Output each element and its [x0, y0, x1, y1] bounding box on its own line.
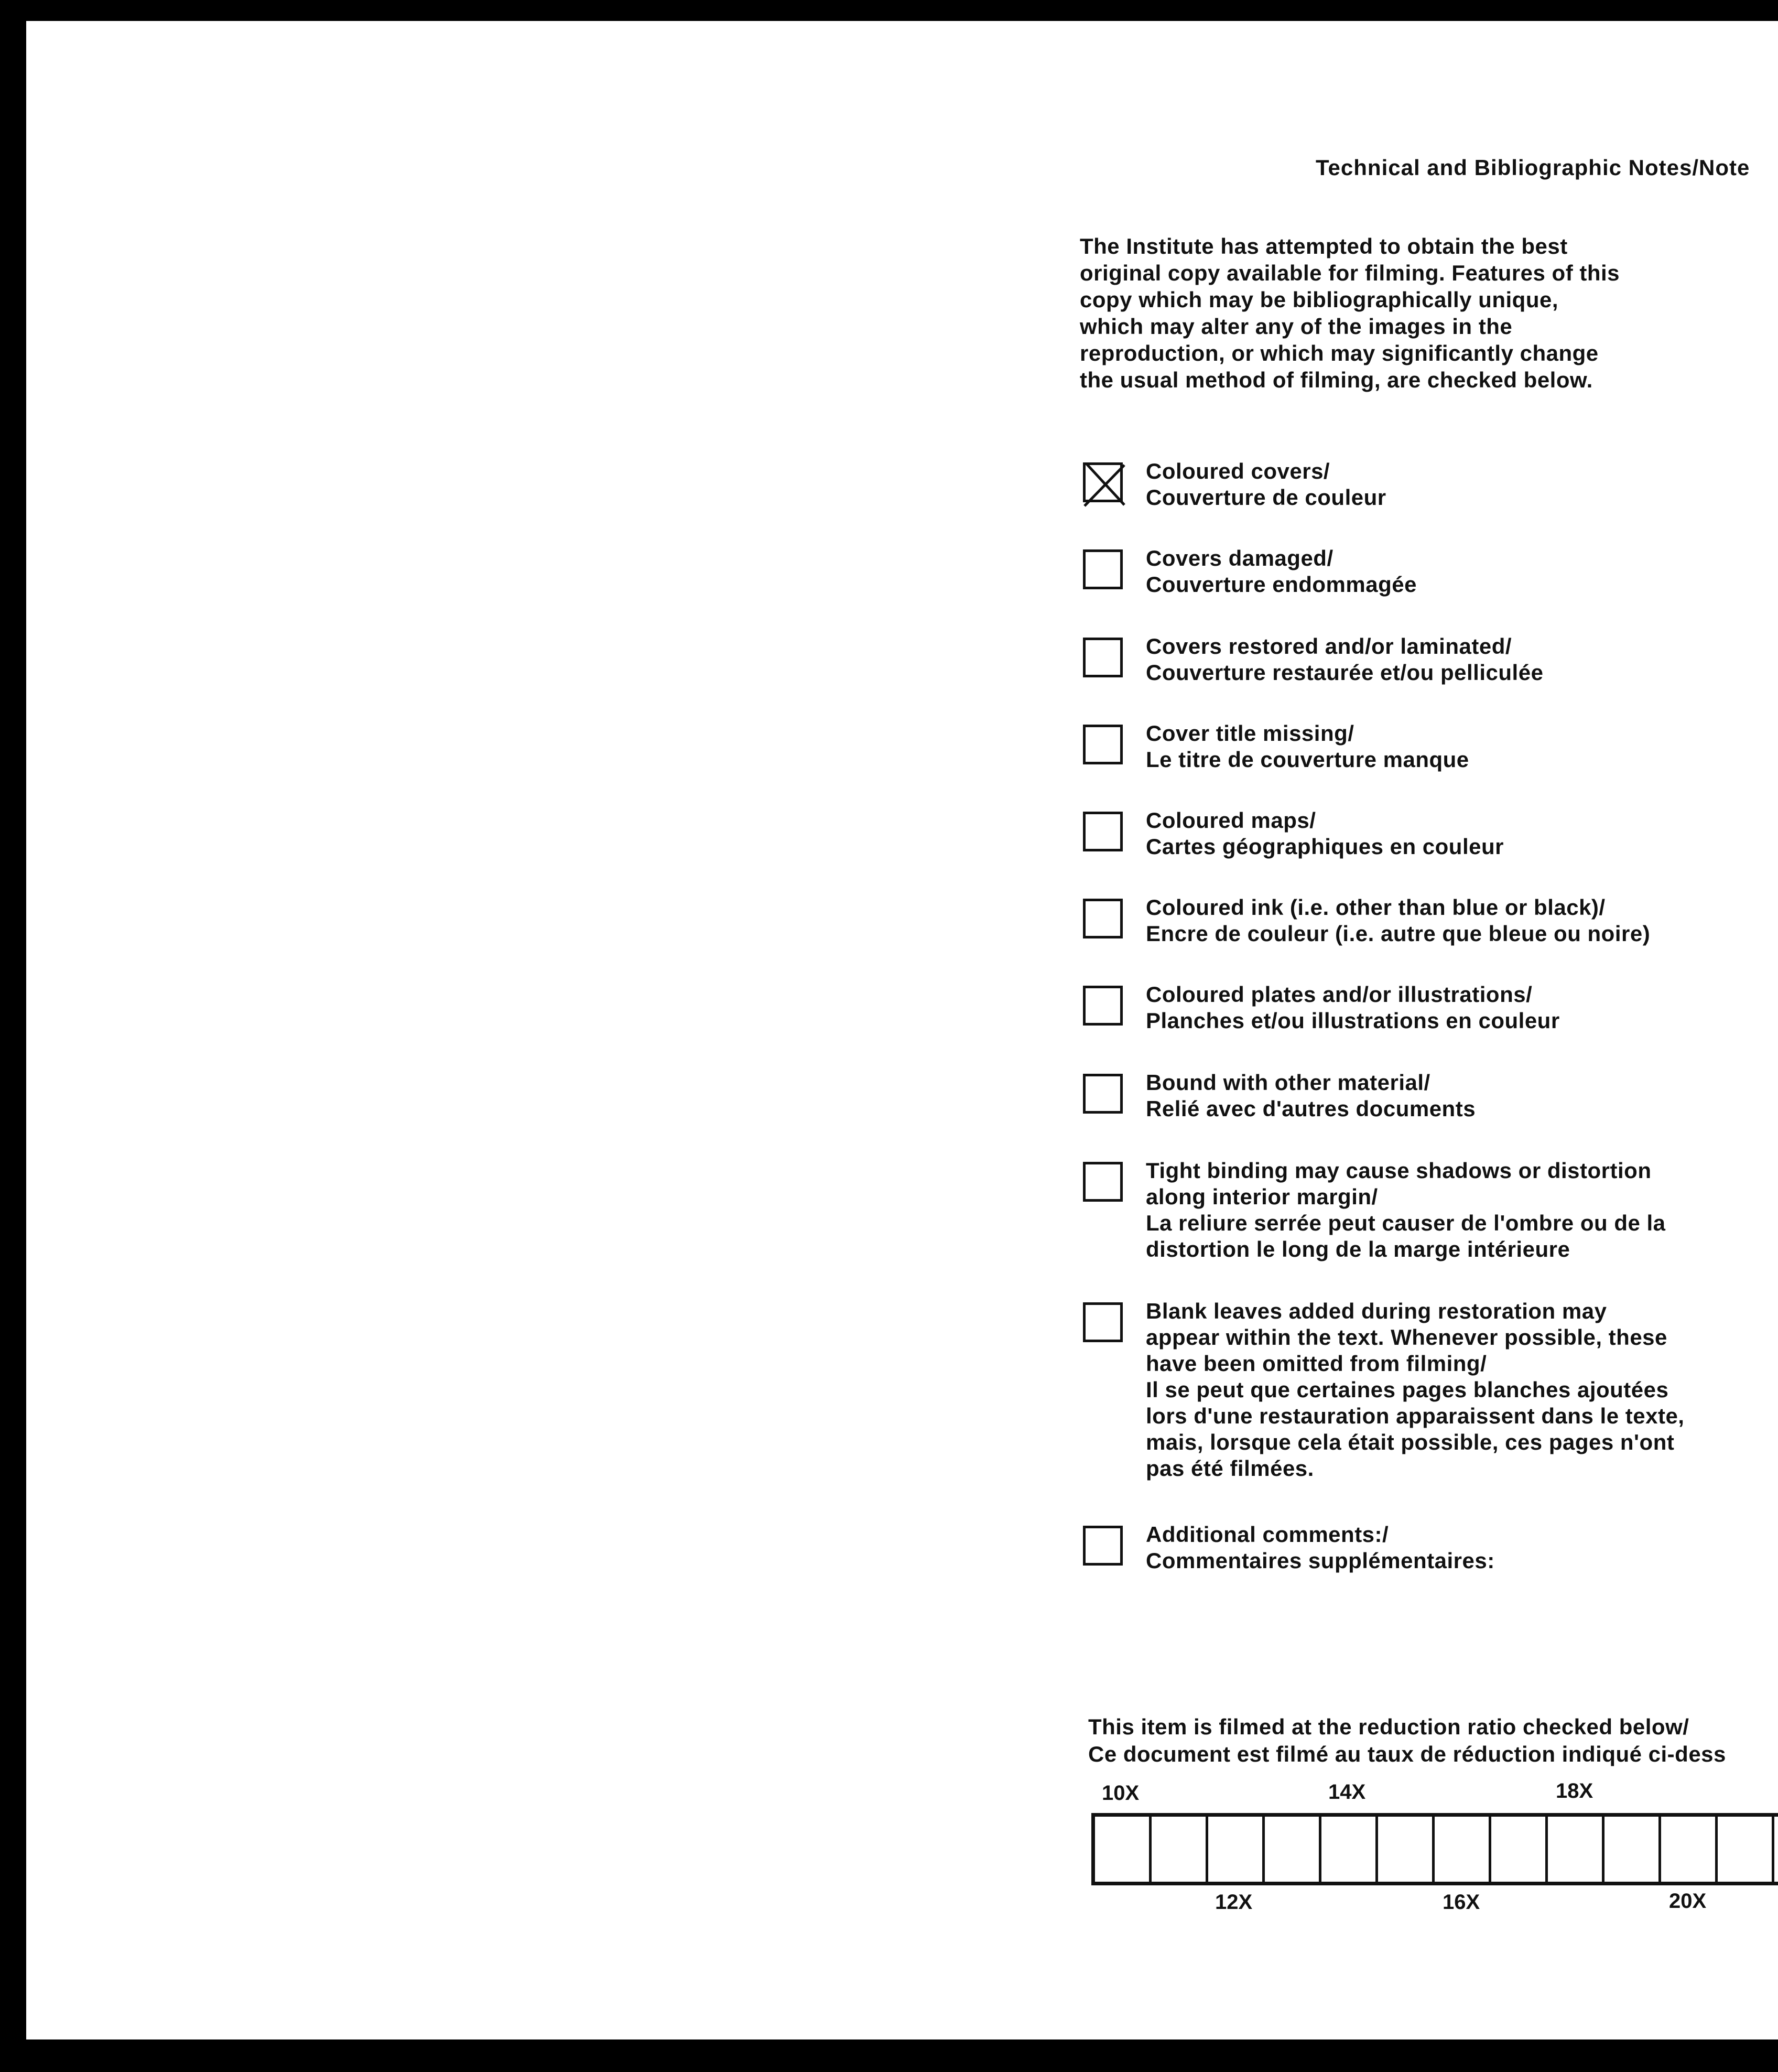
label-fr: mais, lorsque cela était possible, ces pages n'ont — [1146, 1430, 1675, 1454]
label-en: have been omitted from filming/ — [1146, 1351, 1487, 1376]
checkbox-tight-binding[interactable] — [1083, 1162, 1123, 1202]
checkbox-coloured-covers[interactable] — [1083, 462, 1123, 502]
scale-label-bottom: 12X — [1215, 1891, 1253, 1914]
checkbox-cover-title-missing[interactable] — [1083, 725, 1123, 764]
ratio-cell[interactable] — [1548, 1817, 1604, 1882]
checklist-item-additional-comments — [1083, 1521, 1495, 1574]
intro-line: original copy available for filming. Features of this — [1080, 261, 1620, 285]
ratio-cell[interactable] — [1321, 1817, 1378, 1882]
ratio-cell[interactable] — [1208, 1817, 1265, 1882]
label-fr: pas été filmées. — [1146, 1456, 1314, 1481]
checklist-item-label — [1146, 894, 1650, 947]
ratio-cell[interactable] — [1491, 1817, 1548, 1882]
checklist-item-coloured-ink — [1083, 894, 1650, 947]
checkbox-coloured-ink[interactable] — [1083, 899, 1123, 938]
label-fr: Relié avec d'autres documents — [1146, 1096, 1476, 1121]
label-fr: lors d'une restauration apparaissent dans le texte, — [1146, 1404, 1685, 1428]
scale-label-bottom: 16X — [1443, 1891, 1480, 1914]
checklist-item-label — [1146, 1298, 1684, 1482]
scale-label-top: 18X — [1556, 1779, 1593, 1803]
checklist-item-label — [1146, 981, 1560, 1034]
label-en: Blank leaves added during restoration may — [1146, 1299, 1607, 1323]
checklist-item-label — [1146, 807, 1504, 860]
ratio-cell[interactable] — [1152, 1817, 1208, 1882]
label-fr: distortion le long de la marge intérieure — [1146, 1237, 1570, 1261]
checklist-item-cover-title-missing — [1083, 720, 1469, 773]
checkbox-coloured-maps[interactable] — [1083, 812, 1123, 851]
checklist-item-label — [1146, 633, 1543, 686]
ratio-cell[interactable] — [1718, 1817, 1774, 1882]
checklist-item-covers-damaged — [1083, 545, 1417, 598]
checklist-item-label — [1146, 1070, 1476, 1122]
intro-paragraph — [1080, 233, 1719, 393]
intro-line: copy which may be bibliographically unique, — [1080, 287, 1558, 312]
label-fr: Planches et/ou illustrations en couleur — [1146, 1008, 1560, 1033]
label-fr: Le titre de couverture manque — [1146, 747, 1469, 772]
label-fr: Couverture endommagée — [1146, 572, 1417, 597]
checklist-item-tight-binding — [1083, 1158, 1666, 1262]
ratio-cell[interactable] — [1095, 1817, 1152, 1882]
checklist-item-label — [1146, 720, 1469, 773]
x-mark-icon — [1082, 462, 1127, 507]
ratio-cell[interactable] — [1265, 1817, 1321, 1882]
label-en: Bound with other material/ — [1146, 1070, 1430, 1095]
label-en: Coloured plates and/or illustrations/ — [1146, 982, 1533, 1007]
checkbox-blank-leaves[interactable] — [1083, 1302, 1123, 1342]
label-en: Cover title missing/ — [1146, 721, 1354, 746]
scale-label-top: 10X — [1102, 1782, 1140, 1805]
label-en: along interior margin/ — [1146, 1184, 1378, 1209]
label-en: Coloured covers/ — [1146, 459, 1330, 483]
intro-line: which may alter any of the images in the — [1080, 314, 1513, 339]
label-fr: Couverture restaurée et/ou pelliculée — [1146, 660, 1544, 685]
checkbox-additional-comments[interactable] — [1083, 1526, 1123, 1566]
checklist-item-label — [1146, 1158, 1666, 1262]
checklist-item-blank-leaves — [1083, 1298, 1684, 1482]
reduction-line-fr: Ce document est filmé au taux de réduction indiqué ci-dess — [1088, 1742, 1726, 1766]
intro-line: reproduction, or which may significantly change — [1080, 341, 1599, 365]
checklist-item-label — [1146, 458, 1386, 511]
label-fr: Couverture de couleur — [1146, 485, 1386, 510]
label-fr: Commentaires supplémentaires: — [1146, 1548, 1495, 1573]
checklist-item-covers-restored — [1083, 633, 1543, 686]
intro-line: the usual method of filming, are checked below. — [1080, 368, 1593, 392]
label-fr: Il se peut que certaines pages blanches ajoutées — [1146, 1377, 1669, 1402]
label-fr: La reliure serrée peut causer de l'ombre ou de la — [1146, 1211, 1666, 1235]
label-en: appear within the text. Whenever possible, these — [1146, 1325, 1667, 1350]
checklist-item-coloured-covers — [1083, 458, 1386, 511]
checklist-item-label — [1146, 545, 1417, 598]
checkbox-covers-damaged[interactable] — [1083, 549, 1123, 589]
reduction-ratio-note — [1088, 1713, 1726, 1768]
checklist-item-bound-with-other-material — [1083, 1070, 1476, 1122]
checklist-item-coloured-maps — [1083, 807, 1504, 860]
page-title: Technical and Bibliographic Notes/Note — [1316, 155, 1750, 180]
checklist-item-coloured-plates — [1083, 981, 1560, 1034]
reduction-ratio-strip — [1091, 1813, 1778, 1885]
label-fr: Cartes géographiques en couleur — [1146, 834, 1504, 859]
label-en: Covers restored and/or laminated/ — [1146, 634, 1512, 659]
checkbox-bound-with-other-material[interactable] — [1083, 1074, 1123, 1114]
scale-label-top: 14X — [1328, 1780, 1366, 1804]
ratio-cell[interactable] — [1661, 1817, 1718, 1882]
label-en: Coloured maps/ — [1146, 808, 1316, 833]
reduction-line-en: This item is filmed at the reduction ratio checked below/ — [1088, 1714, 1689, 1739]
checkbox-covers-restored[interactable] — [1083, 638, 1123, 677]
label-en: Covers damaged/ — [1146, 546, 1334, 570]
checkbox-coloured-plates[interactable] — [1083, 986, 1123, 1026]
label-en: Additional comments:/ — [1146, 1522, 1389, 1547]
intro-line: The Institute has attempted to obtain the best — [1080, 234, 1568, 258]
ratio-cell[interactable] — [1378, 1817, 1435, 1882]
label-en: Tight binding may cause shadows or distortion — [1146, 1158, 1652, 1183]
label-en: Coloured ink (i.e. other than blue or black)/ — [1146, 895, 1606, 920]
label-fr: Encre de couleur (i.e. autre que bleue ou noire) — [1146, 921, 1651, 946]
checklist-item-label — [1146, 1521, 1495, 1574]
scale-label-bottom: 20X — [1669, 1890, 1707, 1913]
ratio-cell[interactable] — [1435, 1817, 1491, 1882]
ratio-cell[interactable] — [1604, 1817, 1661, 1882]
